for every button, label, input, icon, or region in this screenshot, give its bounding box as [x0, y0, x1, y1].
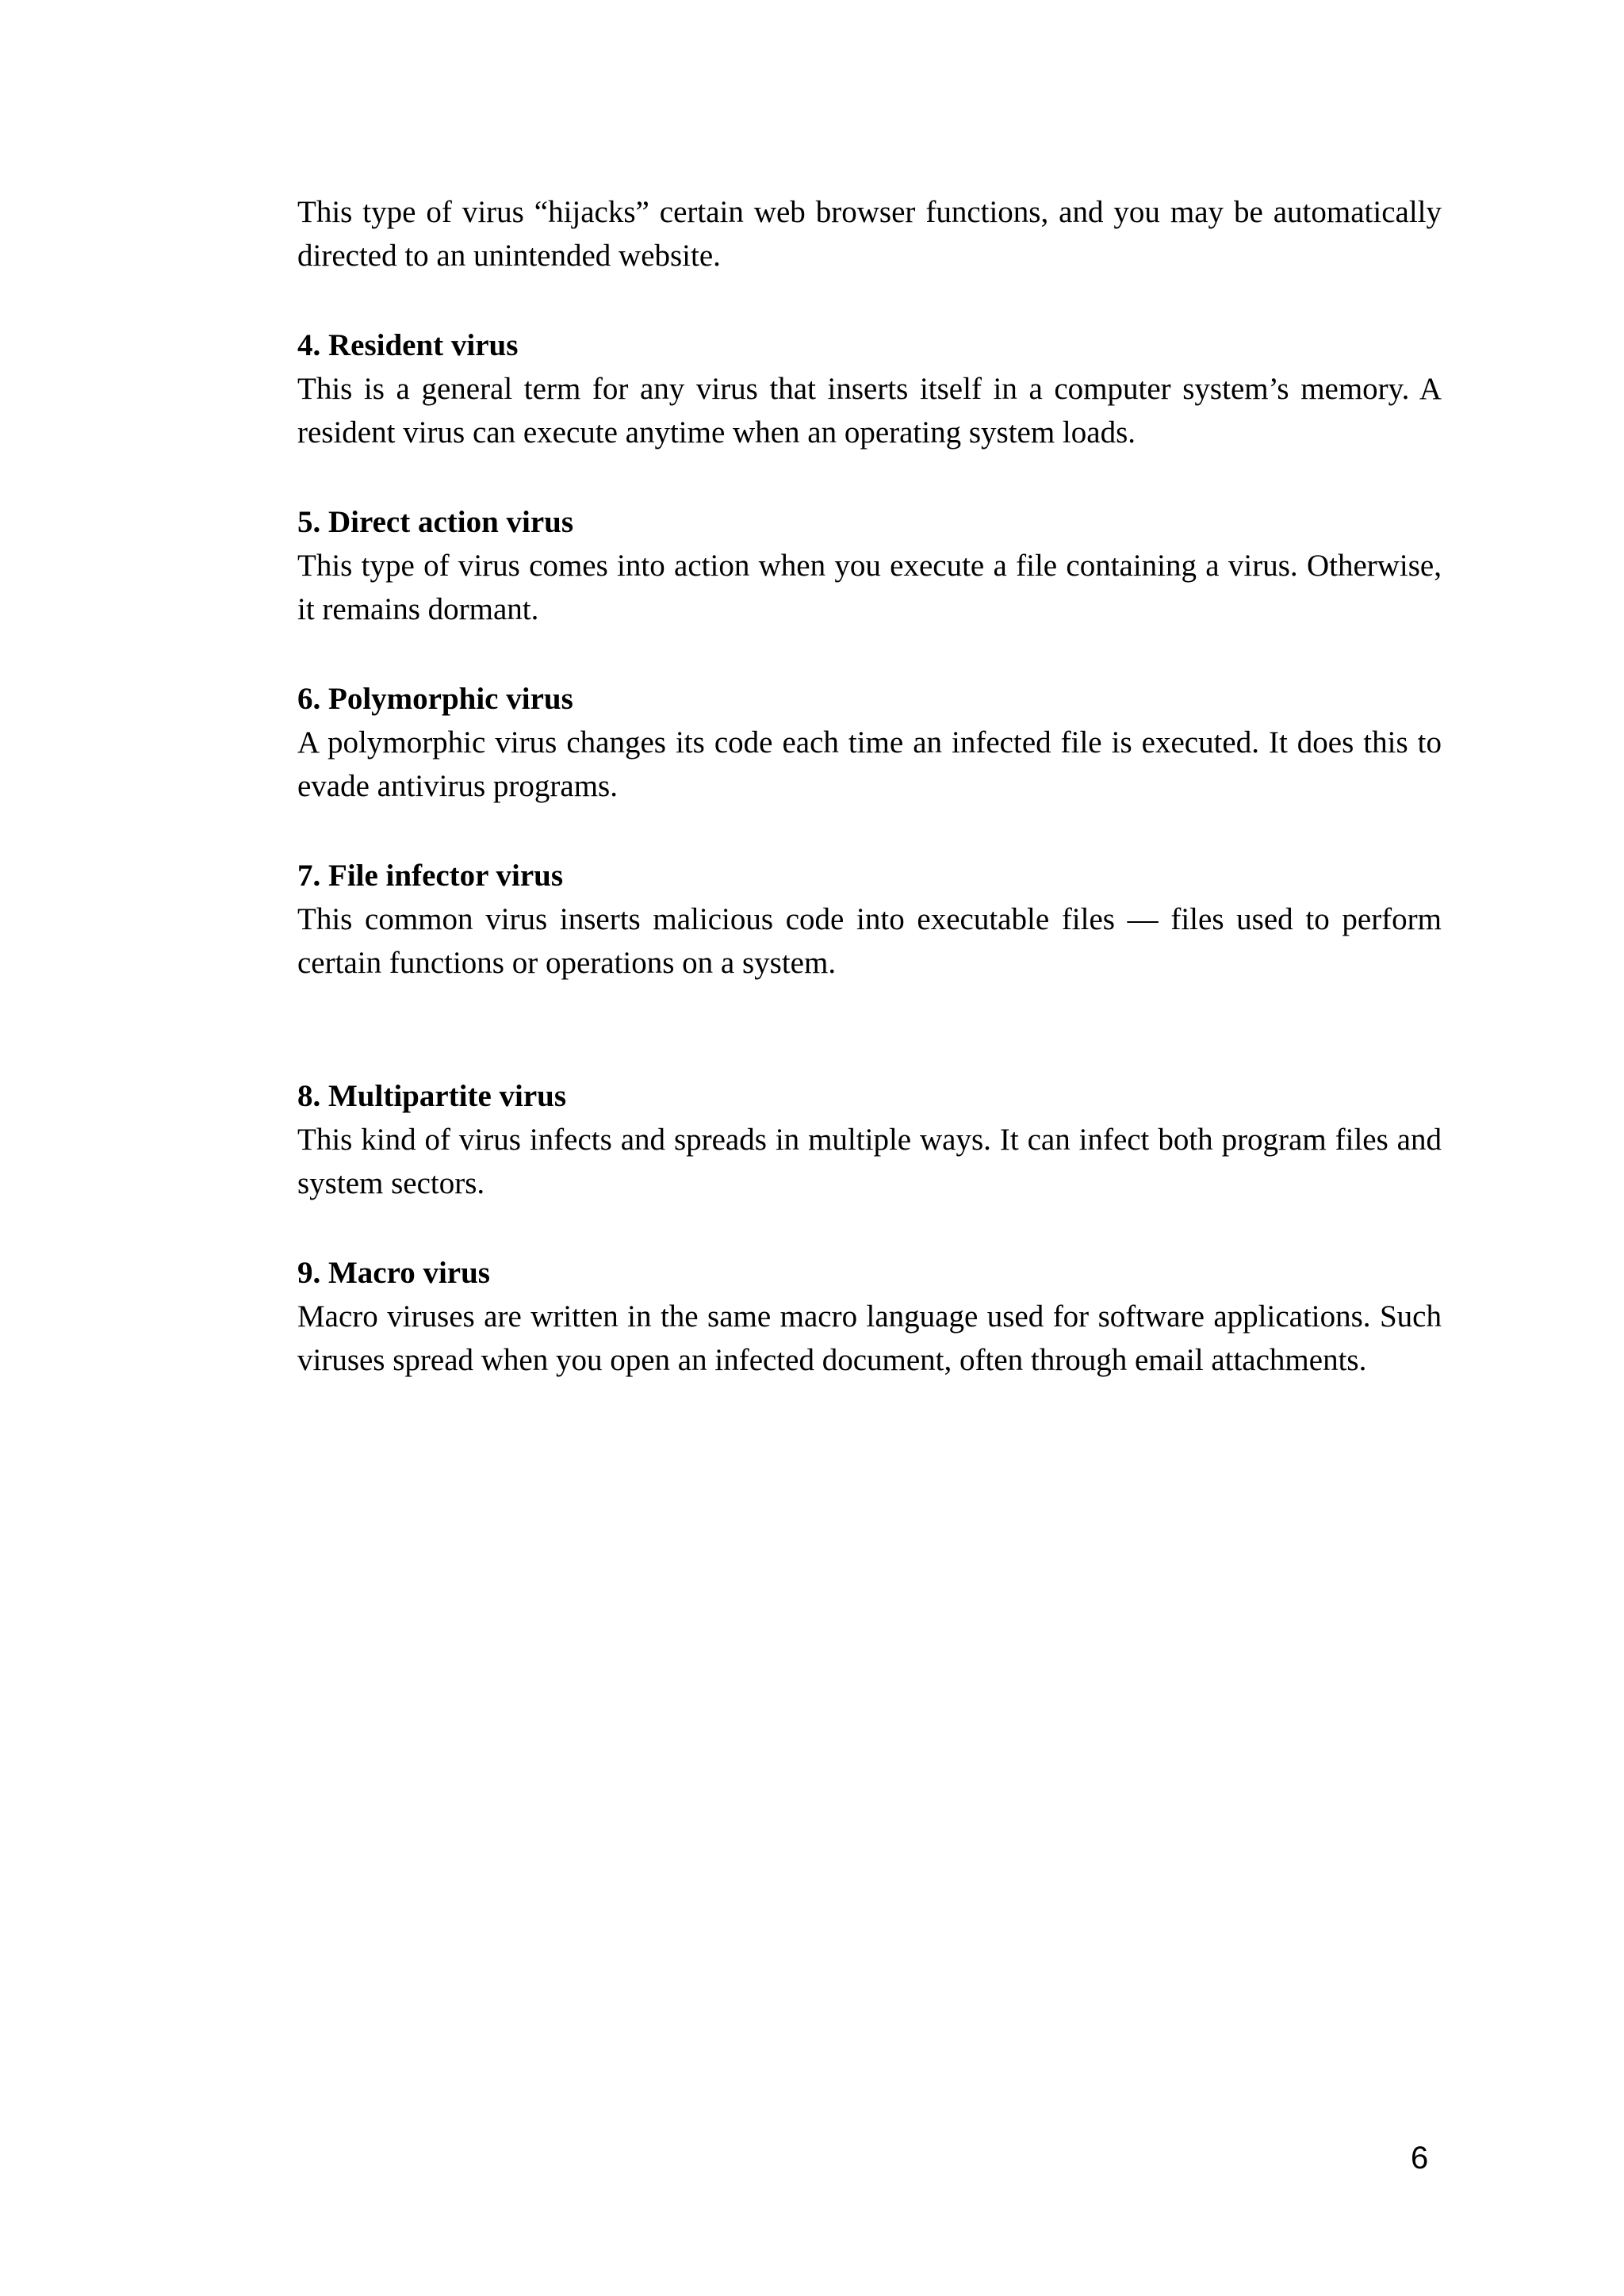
section-body: A polymorphic virus changes its code each time an infected file is executed. It does this to evade antivirus programs.	[297, 725, 1442, 803]
section-file-infector-virus	[297, 854, 1442, 985]
section-heading: 9. Macro virus	[297, 1256, 490, 1290]
page-content	[297, 190, 1442, 1382]
section-heading: 8. Multipartite virus	[297, 1079, 567, 1113]
section-polymorphic-virus	[297, 677, 1442, 808]
section-heading: 6. Polymorphic virus	[297, 682, 573, 716]
section-heading: 7. File infector virus	[297, 859, 564, 893]
section-heading: 4. Resident virus	[297, 328, 519, 362]
section-body: This common virus inserts malicious code into executable files — files used to perform certain functions or operations on a system.	[297, 902, 1442, 980]
section-body: This type of virus comes into action when you execute a file containing a virus. Otherwise, it remains dormant.	[297, 549, 1442, 626]
section-direct-action-virus	[297, 500, 1442, 631]
section-heading: 5. Direct action virus	[297, 505, 574, 539]
section-body: This is a general term for any virus that inserts itself in a computer system’s memory. A resident virus can execute anytime when an operating system loads.	[297, 372, 1442, 450]
page-number: 6	[1411, 2141, 1429, 2175]
intro-paragraph: This type of virus “hijacks” certain web browser functions, and you may be automatically directed to an unintended website.	[297, 195, 1442, 273]
section-resident-virus	[297, 323, 1442, 454]
section-body: Macro viruses are written in the same macro language used for software applications. Such viruses spread when you open an infected document, often through email attachments.	[297, 1299, 1442, 1377]
section-body: This kind of virus infects and spreads in multiple ways. It can infect both program files and system sectors.	[297, 1123, 1442, 1200]
section-multipartite-virus	[297, 1074, 1442, 1205]
section-macro-virus	[297, 1251, 1442, 1382]
